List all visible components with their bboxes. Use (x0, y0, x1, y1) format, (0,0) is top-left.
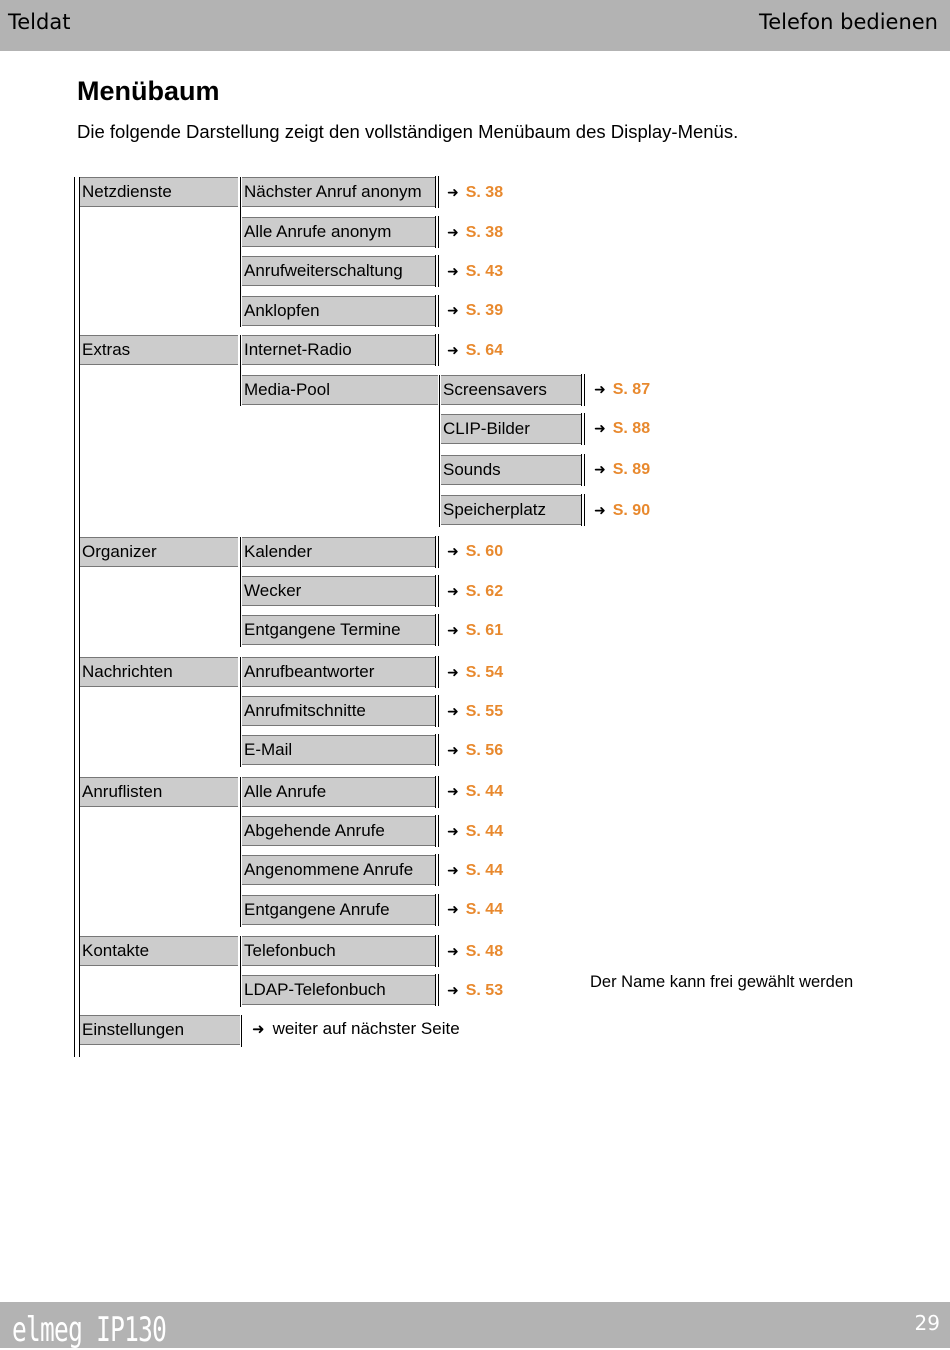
menu-item-speicherplatz[interactable]: Speicherplatz (441, 495, 581, 525)
page-ref-number: S. 56 (465, 742, 504, 759)
page-ref-number: S. 53 (465, 982, 504, 999)
arrow-right-icon: ➜ (447, 664, 459, 680)
item-end-marker (435, 614, 439, 646)
menu-item-entgangene-anrufe[interactable]: Entgangene Anrufe (242, 895, 435, 925)
arrow-right-icon: ➜ (447, 823, 459, 839)
page-ref[interactable] (447, 300, 503, 321)
page-ref-number: S. 55 (465, 703, 504, 720)
page-ref[interactable] (447, 662, 503, 683)
arrow-right-icon: ➜ (447, 342, 459, 358)
menu-item-anrufweiterschaltung[interactable]: Anrufweiterschaltung (242, 256, 435, 286)
page-ref[interactable] (447, 701, 503, 722)
item-end-marker (435, 815, 439, 847)
ldap-name-note: Der Name kann frei gewählt werden (590, 973, 854, 991)
arrow-right-icon: ➜ (447, 543, 459, 559)
item-end-marker (435, 776, 439, 808)
page-ref[interactable] (447, 222, 503, 243)
menu-item-nachrichten[interactable]: Nachrichten (80, 657, 238, 687)
page-ref-number: S. 54 (465, 664, 504, 681)
page-ref-number: S. 90 (612, 502, 651, 519)
kontakte-branch-line (240, 936, 241, 1007)
arrow-right-icon: ➜ (447, 302, 459, 318)
intro-text: Die folgende Darstellung zeigt den vollständigen Menübaum des Display-Menüs. (77, 121, 739, 142)
page-ref[interactable] (447, 261, 503, 282)
arrow-right-icon: ➜ (594, 461, 606, 477)
arrow-right-icon: ➜ (447, 703, 459, 719)
page-title: Menübaum (77, 76, 220, 106)
item-end-marker (435, 974, 439, 1006)
page-ref-number: S. 64 (465, 342, 504, 359)
item-end-marker (435, 695, 439, 727)
product-logo: elmeg IP130 (12, 1310, 167, 1350)
menu-item-alle-anrufe[interactable]: Alle Anrufe (242, 777, 435, 807)
page-ref[interactable] (447, 980, 503, 1001)
header-section: Telefon bedienen (758, 10, 938, 34)
page-ref[interactable] (447, 620, 503, 641)
menu-item-entgangene-termine[interactable]: Entgangene Termine (242, 615, 435, 645)
page-ref-number: S. 89 (612, 461, 651, 478)
page-ref-number: S. 48 (465, 943, 504, 960)
arrow-right-icon: ➜ (447, 622, 459, 638)
item-end-marker (435, 216, 439, 248)
page-ref-number: S. 44 (465, 901, 504, 918)
menu-item-extras[interactable]: Extras (80, 335, 238, 365)
page-ref[interactable] (447, 941, 503, 962)
arrow-right-icon: ➜ (594, 502, 606, 518)
page-ref[interactable] (594, 379, 650, 400)
menu-item-einstellungen[interactable]: Einstellungen (80, 1015, 240, 1045)
page-ref[interactable] (447, 740, 503, 761)
netzdienste-branch-line (240, 177, 241, 327)
item-end-marker (435, 575, 439, 607)
continue-text: weiter auf nächster Seite (272, 1019, 460, 1038)
menu-item-kalender[interactable]: Kalender (242, 537, 435, 567)
item-end-marker (581, 494, 585, 526)
item-end-marker (435, 734, 439, 766)
page-ref[interactable] (447, 182, 503, 203)
item-end-marker (581, 454, 585, 486)
page-ref-number: S. 88 (612, 420, 651, 437)
item-end-marker (435, 894, 439, 926)
page-header (0, 0, 950, 51)
page-ref-number: S. 61 (465, 622, 504, 639)
page-ref-number: S. 44 (465, 823, 504, 840)
item-end-marker (435, 255, 439, 287)
page-ref[interactable] (447, 581, 503, 602)
arrow-right-icon: ➜ (447, 982, 459, 998)
arrow-right-icon: ➜ (447, 901, 459, 917)
tree-trunk-line (74, 177, 75, 1057)
tree-trunk-line-inner (79, 177, 80, 1057)
page-ref[interactable] (447, 821, 503, 842)
item-end-marker (435, 935, 439, 967)
page-ref-number: S. 38 (465, 224, 504, 241)
item-end-marker (435, 295, 439, 327)
menu-item-internet-radio[interactable]: Internet-Radio (242, 335, 435, 365)
page-footer (0, 1302, 950, 1348)
menu-item-screensavers[interactable]: Screensavers (441, 375, 581, 405)
page-ref-number: S. 87 (612, 381, 651, 398)
arrow-right-icon: ➜ (594, 381, 606, 397)
page-ref[interactable] (447, 340, 503, 361)
media-pool-branch-line (439, 375, 440, 527)
page-ref-number: S. 44 (465, 783, 504, 800)
page-ref[interactable] (594, 500, 650, 521)
arrow-right-icon: ➜ (447, 943, 459, 959)
page-ref-number: S. 60 (465, 543, 504, 560)
menu-item-ldap-telefonbuch[interactable]: LDAP-Telefonbuch (242, 975, 435, 1005)
organizer-branch-line (240, 537, 241, 647)
menu-item-anruflisten[interactable]: Anruflisten (80, 777, 238, 807)
item-end-marker (435, 656, 439, 688)
item-end-marker (581, 374, 585, 406)
menu-item-media-pool[interactable]: Media-Pool (242, 375, 438, 405)
item-end-marker (435, 334, 439, 366)
menu-item-organizer[interactable]: Organizer (80, 537, 238, 567)
menu-item-anklopfen[interactable]: Anklopfen (242, 296, 435, 326)
arrow-right-icon: ➜ (447, 583, 459, 599)
item-end-marker (435, 854, 439, 886)
continue-note (252, 1019, 460, 1039)
menu-item-alle-anrufe-anonym[interactable]: Alle Anrufe anonym (242, 217, 435, 247)
page-ref[interactable] (447, 899, 503, 920)
page-ref[interactable] (447, 860, 503, 881)
menu-item-telefonbuch[interactable]: Telefonbuch (242, 936, 435, 966)
arrow-right-icon: ➜ (252, 1021, 265, 1038)
header-brand: Teldat (8, 10, 71, 34)
arrow-right-icon: ➜ (447, 742, 459, 758)
arrow-right-icon: ➜ (447, 224, 459, 240)
page-number: 29 (914, 1311, 940, 1335)
menu-item-clip-bilder[interactable]: CLIP-Bilder (441, 414, 581, 444)
menu-item-sounds[interactable]: Sounds (441, 455, 581, 485)
page-ref-number: S. 39 (465, 302, 504, 319)
menu-item-kontakte[interactable]: Kontakte (80, 936, 238, 966)
item-end-marker (435, 536, 439, 568)
arrow-right-icon: ➜ (594, 420, 606, 436)
arrow-right-icon: ➜ (447, 862, 459, 878)
menu-item-netzdienste[interactable]: Netzdienste (80, 177, 238, 207)
page-ref[interactable] (447, 541, 503, 562)
menu-item-e-mail[interactable]: E-Mail (242, 735, 435, 765)
page-ref-number: S. 43 (465, 263, 504, 280)
page-ref-number: S. 38 (465, 184, 504, 201)
item-end-marker (581, 413, 585, 445)
arrow-right-icon: ➜ (447, 783, 459, 799)
menu-item-wecker[interactable]: Wecker (242, 576, 435, 606)
menu-item-anrufmitschnitte[interactable]: Anrufmitschnitte (242, 696, 435, 726)
page-ref-number: S. 44 (465, 862, 504, 879)
nachrichten-branch-line (240, 657, 241, 767)
arrow-right-icon: ➜ (447, 184, 459, 200)
extras-branch-line (240, 335, 241, 406)
page-ref-number: S. 62 (465, 583, 504, 600)
anruflisten-branch-line (240, 777, 241, 927)
page-ref[interactable] (594, 418, 650, 439)
page-ref[interactable] (447, 781, 503, 802)
page-ref[interactable] (594, 459, 650, 480)
menu-item-naechster-anruf-anonym[interactable]: Nächster Anruf anonym (242, 177, 435, 207)
item-end-marker (435, 176, 439, 208)
menu-item-abgehende-anrufe[interactable]: Abgehende Anrufe (242, 816, 435, 846)
einstellungen-edge (241, 1015, 242, 1047)
menu-item-angenommene-anrufe[interactable]: Angenommene Anrufe (242, 855, 435, 885)
arrow-right-icon: ➜ (447, 263, 459, 279)
menu-item-anrufbeantworter[interactable]: Anrufbeantworter (242, 657, 435, 687)
